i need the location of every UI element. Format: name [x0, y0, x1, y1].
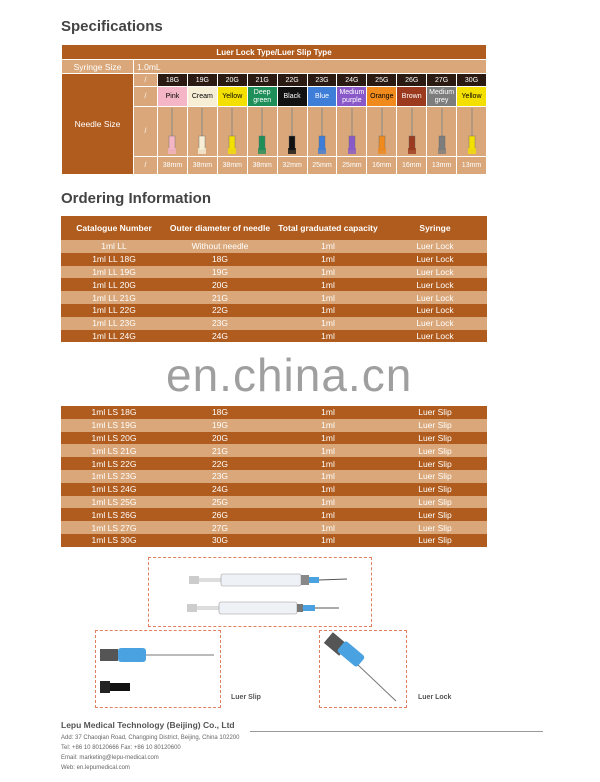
table-cell: 1ml	[273, 534, 383, 547]
length-cell: 13mm	[427, 157, 457, 175]
table-cell: 22G	[167, 304, 273, 317]
luer-lock-caption: Luer Lock	[418, 694, 452, 701]
table-cell: 24G	[167, 483, 273, 496]
table-cell: 22G	[167, 457, 273, 470]
length-cell: 16mm	[397, 157, 427, 175]
table-cell: 1ml LS 18G	[61, 406, 167, 419]
table-cell: Luer Slip	[383, 496, 487, 509]
table-cell: 20G	[167, 432, 273, 445]
table-cell: 1ml	[273, 432, 383, 445]
color-swatch-cell: Yellow	[457, 87, 487, 107]
length-cell: 38mm	[158, 157, 188, 175]
table-row	[61, 317, 487, 330]
table-cell: Luer Slip	[383, 521, 487, 534]
table-cell: 1ml LS 30G	[61, 534, 167, 547]
color-swatch-cell: Pink	[158, 87, 188, 107]
gauge-cell: 30G	[457, 74, 487, 87]
table-cell: Luer Lock	[383, 317, 487, 330]
company-name: Lepu Medical Technology (Beijing) Co., Ltd	[61, 720, 235, 730]
table-cell: 1ml LS 20G	[61, 432, 167, 445]
syringe-size-label: Syringe Size	[62, 60, 134, 74]
color-swatch-cell: Deep green	[247, 87, 277, 107]
ordering-table	[61, 216, 487, 342]
color-swatch-cell: Orange	[367, 87, 397, 107]
company-web: Web: en.lepumedical.com	[61, 765, 130, 771]
table-cell: 30G	[167, 534, 273, 547]
needle-image-cell	[307, 107, 337, 157]
table-cell: 1ml LS 24G	[61, 483, 167, 496]
column-header: Outer diameter of needle	[167, 216, 273, 240]
needle-image-cell	[187, 107, 217, 157]
color-swatch-cell: Yellow	[217, 87, 247, 107]
color-swatch-cell: Brown	[397, 87, 427, 107]
slash-cell: /	[134, 157, 158, 175]
needle-image-cell	[247, 107, 277, 157]
table-row	[61, 470, 487, 483]
table-cell: 19G	[167, 419, 273, 432]
specifications-heading: Specifications	[61, 18, 163, 35]
table-cell: 1ml LS 27G	[61, 521, 167, 534]
luer-slip-photo-box	[95, 630, 221, 708]
ordering-table-continued	[61, 406, 487, 547]
table-cell: 1ml	[273, 457, 383, 470]
table-cell: 21G	[167, 444, 273, 457]
needle-icon	[315, 108, 329, 156]
table-cell: 20G	[167, 278, 273, 291]
table-cell: Luer Slip	[383, 432, 487, 445]
needle-size-label: Needle Size	[62, 74, 134, 175]
table-cell: 26G	[167, 508, 273, 521]
table-row	[61, 240, 487, 253]
length-cell: 13mm	[457, 157, 487, 175]
slash-cell: /	[134, 74, 158, 87]
table-row	[61, 457, 487, 470]
table-cell: 1ml	[273, 444, 383, 457]
table-cell: 1ml LL 18G	[61, 253, 167, 266]
table-cell: 1ml LS 26G	[61, 508, 167, 521]
length-cell: 25mm	[307, 157, 337, 175]
syringe-size-value: 1.0mL	[134, 60, 487, 74]
gauge-cell: 18G	[158, 74, 188, 87]
needle-icon	[255, 108, 269, 156]
footer-rule	[250, 731, 543, 732]
table-cell: 1ml LL 19G	[61, 266, 167, 279]
needle-icon	[405, 108, 419, 156]
needle-image-cell	[427, 107, 457, 157]
table-cell: 1ml	[273, 253, 383, 266]
table-cell: 1ml	[273, 406, 383, 419]
table-cell: 1ml	[273, 508, 383, 521]
luer-lock-photo-box	[319, 630, 407, 708]
needle-icon	[465, 108, 479, 156]
table-cell: 23G	[167, 317, 273, 330]
table-cell: 1ml	[273, 317, 383, 330]
table-cell: 1ml	[273, 483, 383, 496]
table-cell: 1ml LL 22G	[61, 304, 167, 317]
table-cell: 1ml LS 19G	[61, 419, 167, 432]
table-cell: Luer Lock	[383, 266, 487, 279]
table-row	[61, 444, 487, 457]
table-cell: 1ml LS 25G	[61, 496, 167, 509]
table-cell: 1ml LS 22G	[61, 457, 167, 470]
table-cell: Without needle	[167, 240, 273, 253]
length-cell: 38mm	[247, 157, 277, 175]
table-cell: 1ml LS 21G	[61, 444, 167, 457]
table-cell: Luer Slip	[383, 470, 487, 483]
table-cell: 1ml LL 21G	[61, 291, 167, 304]
table-cell: Luer Lock	[383, 304, 487, 317]
table-cell: 23G	[167, 470, 273, 483]
color-swatch-cell: Cream	[187, 87, 217, 107]
gauge-cell: 19G	[187, 74, 217, 87]
table-cell: 1ml	[273, 521, 383, 534]
table-cell: Luer Lock	[383, 253, 487, 266]
column-header: Catalogue Number	[61, 216, 167, 240]
gauge-cell: 21G	[247, 74, 277, 87]
table-cell: 1ml	[273, 304, 383, 317]
table-cell: 24G	[167, 330, 273, 343]
length-cell: 25mm	[337, 157, 367, 175]
table-row	[61, 406, 487, 419]
slash-cell: /	[134, 107, 158, 157]
table-cell: Luer Lock	[383, 291, 487, 304]
color-swatch-cell: Medium purple	[337, 87, 367, 107]
table-cell: Luer Slip	[383, 406, 487, 419]
length-cell: 38mm	[187, 157, 217, 175]
gauge-cell: 20G	[217, 74, 247, 87]
color-swatch-cell: Medium grey	[427, 87, 457, 107]
table-row	[61, 521, 487, 534]
syringe-photo	[149, 558, 371, 626]
needle-image-cell	[367, 107, 397, 157]
table-cell: Luer Lock	[383, 278, 487, 291]
table-row	[61, 291, 487, 304]
table-cell: Luer Slip	[383, 508, 487, 521]
slash-cell: /	[134, 87, 158, 107]
table-row	[61, 419, 487, 432]
table-row	[61, 508, 487, 521]
table-cell: 1ml LS 23G	[61, 470, 167, 483]
gauge-cell: 27G	[427, 74, 457, 87]
table-cell: 1ml	[273, 419, 383, 432]
table-row	[61, 534, 487, 547]
length-cell: 16mm	[367, 157, 397, 175]
gauge-cell: 25G	[367, 74, 397, 87]
table-cell: 1ml LL 23G	[61, 317, 167, 330]
table-cell: Luer Slip	[383, 483, 487, 496]
length-cell: 38mm	[217, 157, 247, 175]
luer-slip-photo	[96, 631, 220, 707]
table-row	[61, 432, 487, 445]
needle-icon	[345, 108, 359, 156]
table-cell: 1ml	[273, 496, 383, 509]
needle-icon	[435, 108, 449, 156]
table-cell: 25G	[167, 496, 273, 509]
table-cell: Luer Slip	[383, 534, 487, 547]
needle-image-cell	[277, 107, 307, 157]
company-address: Add: 37 Chaoqian Road, Changping District, Beijing, China 102200	[61, 735, 240, 741]
table-row	[61, 496, 487, 509]
company-phone: Tel: +86 10 80120666 Fax: +86 10 80120600	[61, 745, 181, 751]
gauge-cell: 26G	[397, 74, 427, 87]
needle-image-cell	[457, 107, 487, 157]
column-header: Total graduated capacity	[273, 216, 383, 240]
table-row	[61, 266, 487, 279]
length-cell: 32mm	[277, 157, 307, 175]
table-cell: Luer Slip	[383, 419, 487, 432]
needle-image-cell	[217, 107, 247, 157]
table-cell: 18G	[167, 406, 273, 419]
table-cell: 1ml LL	[61, 240, 167, 253]
table-cell: Luer Slip	[383, 457, 487, 470]
table-cell: 19G	[167, 266, 273, 279]
table-cell: 1ml	[273, 470, 383, 483]
needle-image-cell	[158, 107, 188, 157]
table-cell: 1ml	[273, 278, 383, 291]
spec-table-title: Luer Lock Type/Luer Slip Type	[62, 45, 487, 60]
table-cell: 1ml LL 24G	[61, 330, 167, 343]
table-cell: 1ml	[273, 330, 383, 343]
table-row	[61, 304, 487, 317]
needle-icon	[195, 108, 209, 156]
luer-slip-caption: Luer Slip	[231, 694, 261, 701]
table-cell: 21G	[167, 291, 273, 304]
gauge-cell: 22G	[277, 74, 307, 87]
footer	[61, 720, 239, 773]
table-cell: 1ml	[273, 266, 383, 279]
specifications-table	[61, 44, 487, 175]
needle-image-cell	[337, 107, 367, 157]
gauge-cell: 24G	[337, 74, 367, 87]
table-row	[61, 278, 487, 291]
watermark: en.china.cn	[166, 349, 413, 401]
table-cell: 1ml	[273, 240, 383, 253]
table-cell: 18G	[167, 253, 273, 266]
needle-image-cell	[397, 107, 427, 157]
syringe-photo-box	[148, 557, 372, 627]
needle-icon	[225, 108, 239, 156]
table-cell: Luer Slip	[383, 444, 487, 457]
table-row	[61, 253, 487, 266]
table-cell: 27G	[167, 521, 273, 534]
table-cell: 1ml LL 20G	[61, 278, 167, 291]
column-header: Syringe	[383, 216, 487, 240]
color-swatch-cell: Blue	[307, 87, 337, 107]
needle-icon	[375, 108, 389, 156]
color-swatch-cell: Black	[277, 87, 307, 107]
luer-lock-photo	[320, 631, 406, 707]
table-row	[61, 330, 487, 343]
company-email: Email: marketing@lepu-medical.com	[61, 755, 159, 761]
table-row	[61, 483, 487, 496]
table-cell: 1ml	[273, 291, 383, 304]
needle-icon	[285, 108, 299, 156]
gauge-cell: 23G	[307, 74, 337, 87]
table-cell: Luer Lock	[383, 330, 487, 343]
ordering-heading: Ordering Information	[61, 190, 211, 207]
needle-icon	[165, 108, 179, 156]
table-cell: Luer Lock	[383, 240, 487, 253]
